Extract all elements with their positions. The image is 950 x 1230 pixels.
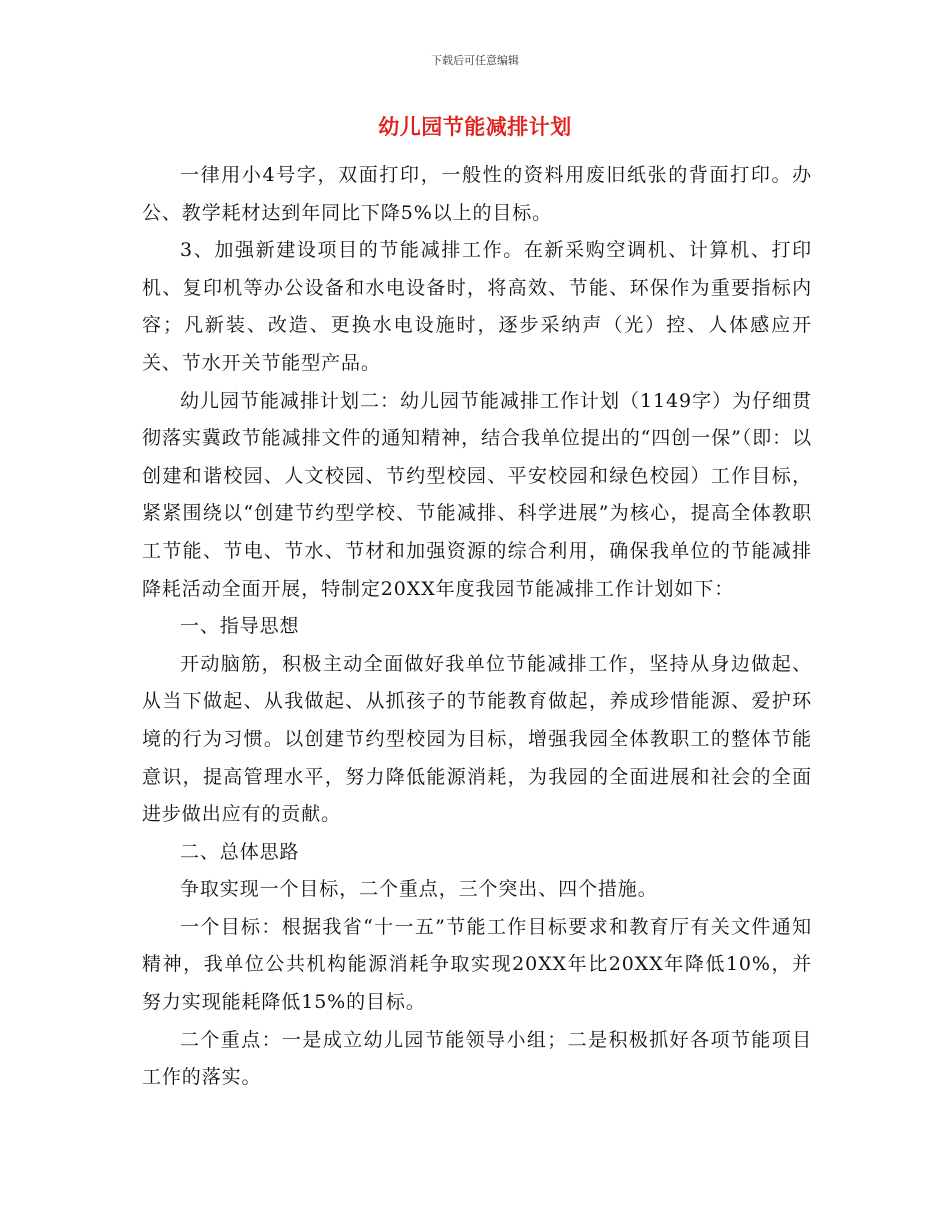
section-heading-overall-approach: 二、总体思路 (180, 840, 300, 863)
paragraph-one-goal: 一个目标：根据我省“十一五”节能工作目标要求和教育厅有关文件通知精神，我单位公共机构能源消耗争取实现20XX年比20XX年降低10%，并努力实现能耗降低15%的目标。 (142, 915, 812, 1014)
document-title: 幼儿园节能减排计划 (378, 114, 572, 139)
page-header-note: 下载后可任意编辑 (431, 54, 519, 67)
paragraph-two-priorities: 二个重点：一是成立幼儿园节能领导小组；二是积极抓好各项节能项目工作的落实。 (142, 1028, 812, 1089)
paragraph-overall-approach: 争取实现一个目标，二个重点，三个突出、四个措施。 (180, 878, 658, 901)
section-heading-guiding-thought: 一、指导思想 (180, 615, 300, 638)
paragraph-guiding-thought: 开动脑筋，积极主动全面做好我单位节能减排工作，坚持从身边做起、从当下做起、从我做起、从抓孩子的节能教育做起，养成珍惜能源、爱护环境的行为习惯。以创建节约型校园为目标，增强我园全体教职工的整体节能意识，提高管理水平，努力降低能源消耗，为我园的全面进展和社会的全面进步做出应有的贡献。 (142, 652, 812, 826)
document-body (142, 157, 812, 1097)
paragraph-new-projects: 3、加强新建设项目的节能减排工作。在新采购空调机、计算机、打印机、复印机等办公设备和水电设备时，将高效、节能、环保作为重要指标内容；凡新装、改造、更换水电设施时，逐步采纳声（光）控、人体感应开关、节水开关节能型产品。 (142, 239, 812, 374)
paragraph-plan-two-intro: 幼儿园节能减排计划二：幼儿园节能减排工作计划（1149字）为仔细贯彻落实冀政节能减排文件的通知精神，结合我单位提出的“四创一保”（即：以创建和谐校园、人文校园、节约型校园、平安校园和绿色校园）工作目标，紧紧围绕以“创建节约型学校、节能减排、科学进展”为核心，提高全体教职工节能、节电、节水、节材和加强资源的综合利用，确保我单位的节能减排降耗活动全面开展，特制定20XX年度我园节能减排工作计划如下： (142, 389, 812, 600)
paragraph-printing-rule: 一律用小4号字，双面打印，一般性的资料用废旧纸张的背面打印。办公、教学耗材达到年同比下降5%以上的目标。 (142, 164, 812, 224)
